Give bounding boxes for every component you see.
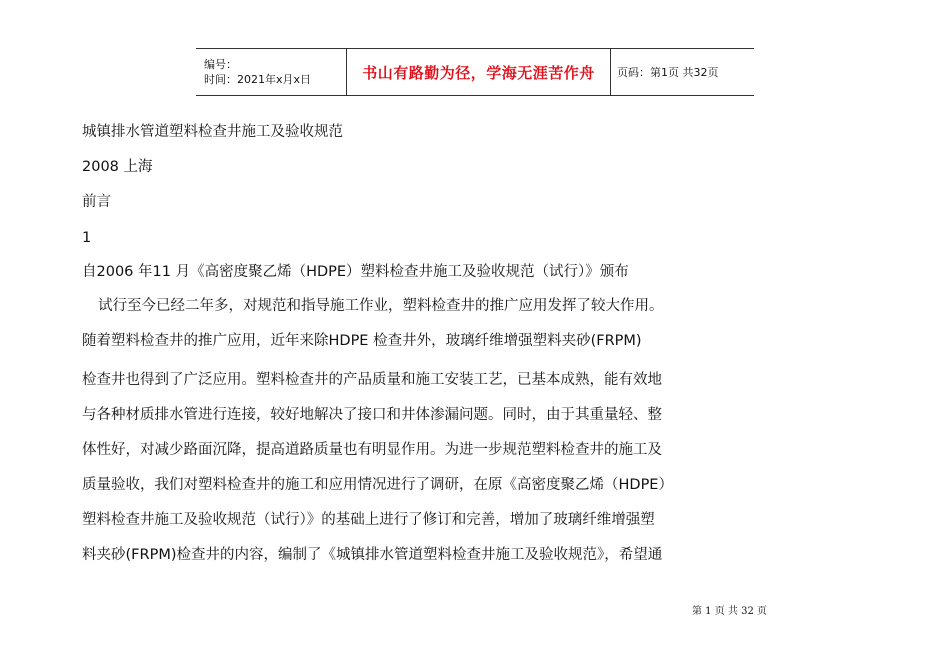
section-number: 1	[82, 230, 92, 246]
paragraph-line: 试行至今已经二年多，对规范和指导施工作业，塑料检查井的推广应用发挥了较大作用。	[98, 298, 664, 314]
page-header	[196, 48, 754, 96]
header-meta	[196, 49, 347, 96]
paragraph-line: 质量验收，我们对塑料检查井的施工和应用情况进行了调研，在原《高密度聚乙烯（HDPE）	[82, 477, 673, 493]
number-label: 编号：	[204, 58, 237, 71]
header-motto-cell	[347, 49, 611, 96]
page-code: 页码：第1页 共32页	[611, 49, 755, 96]
paragraph-line: 料夹砂(FRPM)检查井的内容，编制了《城镇排水管道塑料检查井施工及验收规范》，希望通	[82, 547, 663, 563]
paragraph-line: 体性好，对减少路面沉降，提高道路质量也有明显作用。为进一步规范塑料检查井的施工及	[82, 442, 662, 458]
motto-text: 书山有路勤为径，学海无涯苦作舟	[362, 63, 595, 82]
paragraph-line: 与各种材质排水管进行连接，较好地解决了接口和井体渗漏问题。同时，由于其重量轻、整	[82, 407, 662, 423]
page-footer: 第 1 页 共 32 页	[692, 606, 767, 617]
section-heading: 前言	[82, 194, 111, 210]
year-place: 2008 上海	[82, 159, 153, 175]
paragraph-line: 塑料检查井施工及验收规范（试行）》的基础上进行了修订和完善，增加了玻璃纤维增强塑	[82, 512, 655, 528]
paragraph-line: 自2006 年11 月《高密度聚乙烯（HDPE）塑料检查井施工及验收规范（试行）》颁布	[82, 264, 629, 280]
document-title: 城镇排水管道塑料检查井施工及验收规范	[82, 124, 343, 140]
date-label: 时间：2021年x月x日	[204, 73, 312, 86]
paragraph-line: 检查井也得到了广泛应用。塑料检查井的产品质量和施工安装工艺，已基本成熟，能有效地	[82, 372, 662, 388]
paragraph-line: 随着塑料检查井的推广应用，近年来除HDPE 检查井外，玻璃纤维增强塑料夹砂(FRPM)	[82, 333, 642, 349]
